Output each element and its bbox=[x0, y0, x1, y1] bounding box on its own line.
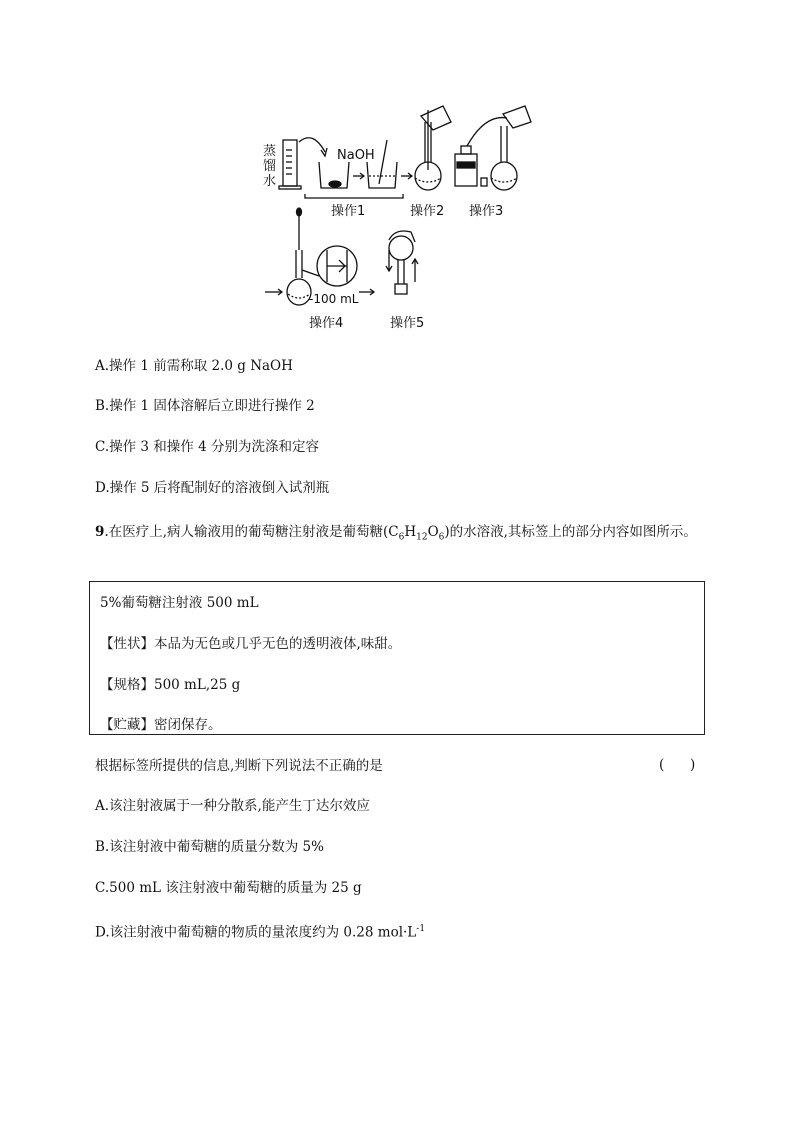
q9-stem: 9.在医疗上,病人输液用的葡萄糖注射液是葡萄糖$(C_6H_{12}O_6)$的水溶液,其标签上的部分内容如图所示。 bbox=[95, 524, 697, 543]
op2-label: 操作2 bbox=[410, 204, 445, 219]
apparatus-diagram bbox=[255, 100, 555, 332]
water-label: 蒸馏水 bbox=[263, 144, 277, 189]
op4-label: 操作4 bbox=[309, 316, 344, 331]
label-line-spec: 【规格】500 mL,25 g bbox=[100, 677, 241, 693]
op1-label: 操作1 bbox=[331, 204, 366, 219]
q8-option-d: D.操作 5 后将配制好的溶液倒入试剂瓶 bbox=[95, 480, 330, 496]
q9-option-b: B.该注射液中葡萄糖的质量分数为 5% bbox=[95, 839, 324, 855]
q9-number: 9 bbox=[95, 524, 105, 540]
experiment-figure bbox=[255, 100, 555, 332]
q8-option-a: A.操作 1 前需称取 2.0 g NaOH bbox=[95, 358, 293, 374]
graduated-cylinder bbox=[283, 140, 297, 186]
q9-option-c: C.500 mL 该注射液中葡萄糖的质量为 25 g bbox=[95, 880, 362, 896]
q9-option-d: D.该注射液中葡萄糖的物质的量浓度约为 0.28 $mol\cdot L^{-1}$ bbox=[95, 924, 426, 941]
op5-label: 操作5 bbox=[390, 316, 425, 331]
label-line-properties: 【性状】本品为无色或几乎无色的透明液体,味甜。 bbox=[100, 636, 402, 652]
op3-label: 操作3 bbox=[469, 204, 504, 219]
q8-option-c: C.操作 3 和操作 4 分别为洗涤和定容 bbox=[95, 439, 319, 455]
label-line-title: 5%葡萄糖注射液 500 mL bbox=[100, 595, 259, 611]
naoh-label: NaOH bbox=[337, 148, 375, 163]
q9-option-a: A.该注射液属于一种分散系,能产生丁达尔效应 bbox=[95, 798, 370, 814]
q8-option-b: B.操作 1 固体溶解后立即进行操作 2 bbox=[95, 398, 315, 414]
product-label-box bbox=[89, 581, 705, 735]
volume-mark-label: -100 mL bbox=[309, 292, 359, 306]
answer-parentheses: ( ) bbox=[659, 757, 696, 773]
label-line-storage: 【贮藏】密闭保存。 bbox=[100, 717, 222, 733]
q9-question: 根据标签所提供的信息,判断下列说法不正确的是 bbox=[95, 758, 383, 774]
